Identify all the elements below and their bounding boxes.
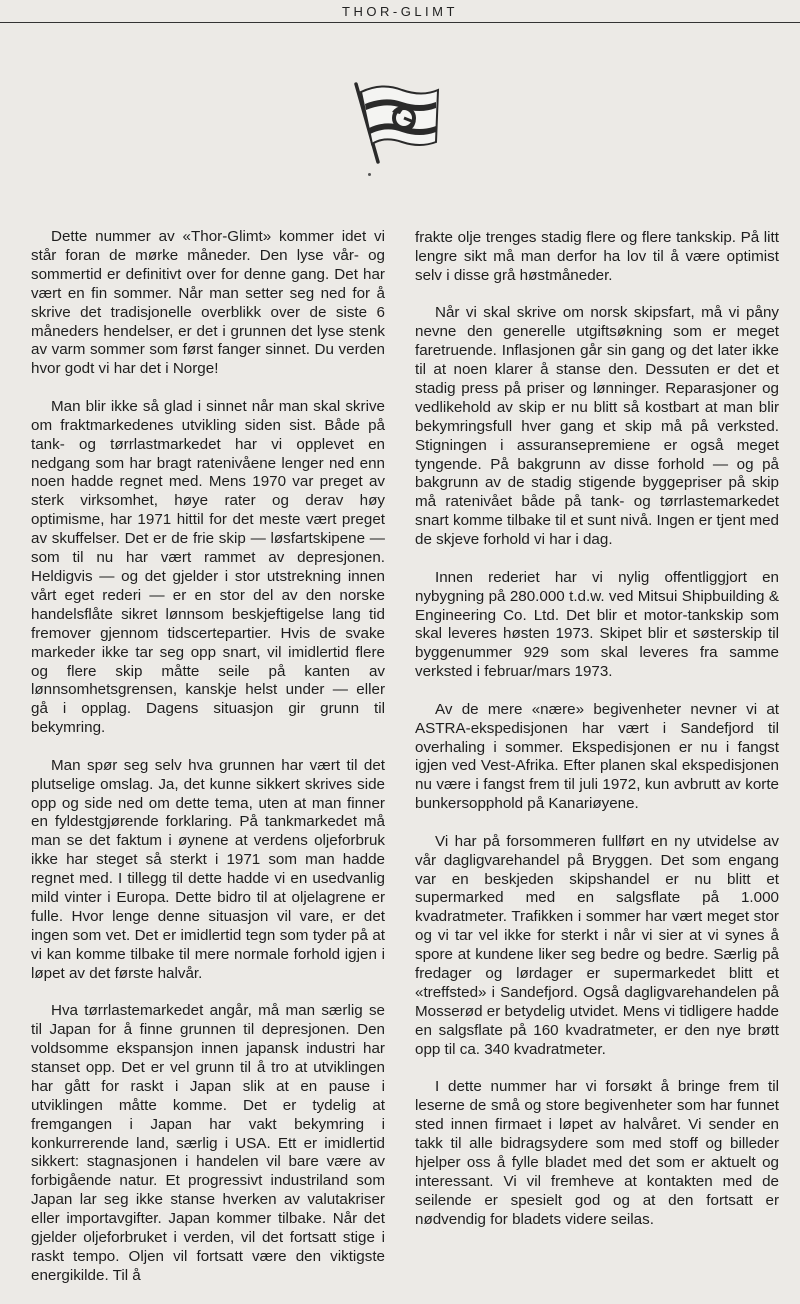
article-paragraph: Hva tørrlastemarkedet angår, må man særlig se til Japan for å finne grunnen til depresjonen. Den voldsomme ekspansjon innen japansk industri har stanset opp. Det er vel grunn til å tro at utviklingen har gått for raskt i Japan slik at en pause i utviklingen måtte komme. Det er tydelig at fremgangen i Japan har vakt bekymring i konkurrerende land, særlig i USA. Ett er imidlertid sikkert: stagnasjonen i handelen vil bare være av forbigående natur. Et progressivt industriland som Japan lar seg ikke stanse hverken av valutakriser eller importavgifter. Japan kommer tilbake. Når det gjelder oljeforbruket i verden, vil det fortsatt stige i raskt tempo. Oljen vil fortsatt være den viktigste energikilde. Til å bbox=[31, 1002, 385, 1284]
page-header bbox=[0, 0, 800, 23]
magazine-title: THOR-GLIMT bbox=[342, 4, 458, 19]
show-through-text bbox=[100, 36, 700, 86]
article-paragraph: Dette nummer av «Thor-Glimt» kommer idet vi står foran de mørke måneder. Den lyse vår- og sommertid er definitivt over for denne gang. Det har vært en fin sommer. Når man setter seg ned for å skrive det tradisjonelle overblikk over de siste 6 måneders hendelser, er det i grunnen det lyse stenk av varm sommer som først fanger sinnet. Du verden hvor godt vi har det i Norge! bbox=[31, 228, 385, 378]
article-paragraph: I dette nummer har vi forsøkt å bringe frem til leserne de små og store begivenheter som har funnet sted innen firmaet i løpet av halvåret. Vi sender en takk til alle bidragsydere som med stoff og billeder hjelper oss å fylle bladet med det som er aktuelt og interessant. Vi vil fremheve at kontakten med de seilende er spesielt god og at den fortsatt er nødvendig for bladets videre seilas. bbox=[415, 1078, 779, 1228]
article-right-column bbox=[415, 229, 779, 1248]
ink-speck bbox=[368, 173, 371, 176]
article-paragraph: Vi har på forsommeren fullført en ny utvidelse av vår dagligvarehandel på Bryggen. Det som engang var en beskjeden skipshandel er nu blitt et supermarked med en salgsflate på 1.000 kvadratmeter. Trafikken i sommer har vært meget stor og vi tar vel ikke for sterkt i når vi sier at vi synes å spore at kundene liker seg bedre og bedre. Særlig på fredager og lørdager er supermarkedet blitt et «treffsted» i Sandefjord. Også dagligvarehandelen på Mosserød er betydelig utvidet. Mens vi tidligere hadde en salgsflate på 160 kvadratmeter, er den nye brøtt opp til ca. 340 kvadratmeter. bbox=[415, 832, 779, 1058]
article-paragraph: Av de mere «nære» begivenheter nevner vi at ASTRA-ekspedisjonen har vært i Sandefjord til overhaling i sommer. Ekspedisjonen er nu i fangst igjen ved Vest-Afrika. Efter planen skal ekspedisjonen nu være i fangst frem til juli 1972, kun avbrutt av korte bunkersopphold på Kanariøyene. bbox=[415, 700, 779, 813]
article-paragraph-continued: frakte olje trenges stadig flere og flere tankskip. På litt lengre sikt må man derfor ha lov til å være optimist selv i disse grå høstmåneder. bbox=[415, 229, 779, 284]
flag-icon bbox=[352, 82, 442, 166]
article-paragraph: Når vi skal skrive om norsk skipsfart, må vi påny nevne den generelle utgiftsøkning som er meget faretruende. Inflasjonen går sin gang og det later ikke til at noen klarer å stanse den. Dessuten er det et stadig press på priser og lønninger. Reparasjoner og vedlikehold av skip er nu blitt så kostbart at man blir bekymringsfull hver gang et skip må på verksted. Stigningen i assuransepremiene er også meget tyngende. På bakgrunn av disse forhold — og på bakgrunn av de stadig stigende byggepriser på skip må ratenivået både på tank- og tørrlastemarkedet snart komme tilbake til et sunt nivå. Ingen er tjent med de skjeve forhold vi har i dag. bbox=[415, 304, 779, 549]
article-paragraph: Man blir ikke så glad i sinnet når man skal skrive om fraktmarkedenes utvikling siden sist. Både på tank- og tørrlastmarkedet har vi opplevet en nedgang som har bragt ratenivåene lenger ned enn noen hadde regnet med. Mens 1970 var preget av sterk virksomhet, høye rater og derav høy optimisme, har 1971 hittil for det meste vært preget av skuffelser. Det er de frie skip — løsfartskipene — som til nu har vært rammet av depresjonen. Heldigvis — og det gjelder i stor utstrekning innen vårt eget rederi — er en stor del av den norske handelsflåte sikret lønnsom beskjeftigelse lang tid fremover gjennom tidscertepartier. Hvis de svake markeder ikke tar seg opp snart, vil imidlertid flere og flere skip måtte seile på kanten av lønnsomhetsgrensen, kanskje helst under — eller gå i opplag. Dagens situasjon gir grunn til bekymring. bbox=[31, 397, 385, 737]
article-paragraph: Man spør seg selv hva grunnen har vært til det plutselige omslag. Ja, det kunne sikkert skrives side opp og side ned om dette tema, uten at man finner en fyldestgjørende forklaring. På tankmarkedet må man se det faktum i øynene at verdens oljeforbruk ikke har steget så sterkt i 1971 som man hadde regnet med. I tillegg til dette hadde vi en usedvanlig mild vinter i Europa. Dette bidro til at oljelagrene er fulle. Hvor lenge denne situasjon vil vare, er det ingen som vet. Det er imidlertid tegn som tyder på at vi kan komme tilbake til mere normale forhold igjen i løpet av det første halvår. bbox=[31, 756, 385, 982]
article-paragraph: Innen rederiet har vi nylig offentliggjort en nybygning på 280.000 t.d.w. ved Mitsui Shipbuilding & Engineering Co. Ltd. Det blir et motor-tankskip som skal leveres høsten 1973. Skipet blir et søsterskip til byggenummer 929 som skal leveres fra samme verksted i februar/mars 1973. bbox=[415, 568, 779, 681]
article-left-column bbox=[31, 228, 385, 1304]
